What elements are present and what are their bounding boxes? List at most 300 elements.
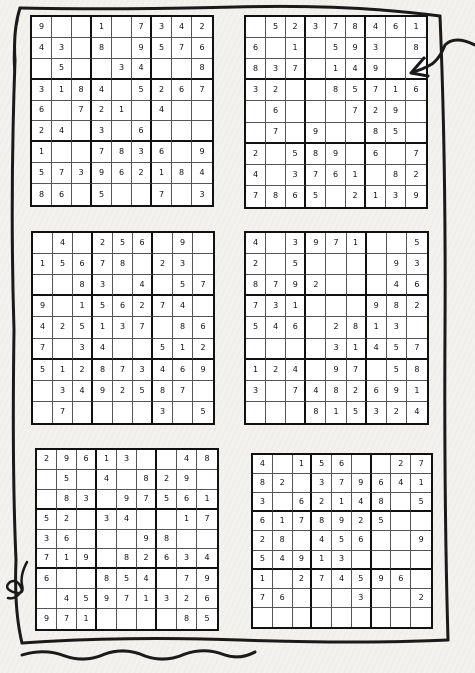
sudoku-cell[interactable]: 8 [387, 296, 407, 317]
sudoku-cell[interactable]: 5 [387, 360, 407, 381]
sudoku-cell[interactable]: 7 [33, 339, 53, 360]
sudoku-cell[interactable]: 9 [77, 549, 97, 569]
sudoku-cell[interactable]: 1 [407, 381, 427, 402]
sudoku-cell[interactable]: 9 [192, 142, 212, 163]
sudoku-cell[interactable]: 6 [246, 38, 266, 59]
sudoku-cell[interactable]: 4 [32, 38, 52, 59]
sudoku-cell[interactable]: 7 [246, 296, 266, 317]
sudoku-cell[interactable]: 3 [113, 317, 133, 338]
sudoku-cell[interactable]: 5 [352, 570, 372, 589]
sudoku-cell[interactable]: 4 [172, 17, 192, 38]
sudoku-cell[interactable]: 1 [286, 296, 306, 317]
sudoku-cell[interactable]: 1 [347, 233, 367, 254]
sudoku-cell[interactable]: 8 [112, 142, 132, 163]
sudoku-cell[interactable]: 6 [407, 275, 427, 296]
sudoku-cell[interactable]: 8 [92, 38, 112, 59]
sudoku-cell[interactable]: 7 [253, 589, 273, 608]
sudoku-cell[interactable]: 5 [387, 339, 407, 360]
sudoku-cell[interactable]: 2 [53, 317, 73, 338]
sudoku-cell[interactable]: 1 [326, 402, 346, 423]
sudoku-cell[interactable]: 7 [197, 510, 217, 530]
sudoku-cell[interactable]: 6 [193, 317, 213, 338]
sudoku-cell[interactable]: 4 [332, 570, 352, 589]
sudoku-cell[interactable]: 4 [352, 493, 372, 512]
sudoku-cell[interactable]: 1 [293, 455, 313, 474]
sudoku-cell[interactable]: 9 [326, 144, 346, 165]
sudoku-cell[interactable]: 7 [132, 17, 152, 38]
sudoku-cell[interactable]: 3 [286, 165, 306, 186]
sudoku-cell[interactable]: 5 [306, 186, 326, 207]
sudoku-cell[interactable]: 3 [117, 450, 137, 470]
sudoku-cell[interactable]: 7 [193, 275, 213, 296]
sudoku-cell[interactable]: 1 [411, 474, 431, 493]
sudoku-cell[interactable]: 9 [33, 296, 53, 317]
sudoku-cell[interactable]: 5 [92, 184, 112, 205]
sudoku-cell[interactable]: 8 [93, 360, 113, 381]
sudoku-cell[interactable]: 5 [33, 360, 53, 381]
sudoku-cell[interactable]: 8 [73, 275, 93, 296]
sudoku-cell[interactable]: 4 [286, 360, 306, 381]
sudoku-cell[interactable]: 9 [306, 233, 326, 254]
sudoku-cell[interactable]: 2 [293, 570, 313, 589]
sudoku-cell[interactable]: 5 [372, 512, 392, 531]
sudoku-cell[interactable]: 3 [387, 317, 407, 338]
sudoku-cell[interactable]: 9 [173, 233, 193, 254]
sudoku-cell[interactable]: 5 [117, 569, 137, 589]
sudoku-cell[interactable]: 6 [177, 490, 197, 510]
sudoku-cell[interactable]: 5 [53, 254, 73, 275]
sudoku-cell[interactable]: 4 [93, 339, 113, 360]
sudoku-cell[interactable]: 1 [386, 80, 406, 101]
sudoku-cell[interactable]: 2 [73, 360, 93, 381]
sudoku-cell[interactable]: 8 [117, 549, 137, 569]
sudoku-cell[interactable]: 4 [33, 317, 53, 338]
sudoku-cell[interactable]: 9 [332, 512, 352, 531]
sudoku-cell[interactable]: 9 [367, 296, 387, 317]
sudoku-cell[interactable]: 5 [411, 493, 431, 512]
sudoku-cell[interactable]: 2 [157, 470, 177, 490]
sudoku-cell[interactable]: 4 [153, 360, 173, 381]
sudoku-cell[interactable]: 5 [152, 38, 172, 59]
sudoku-cell[interactable]: 3 [173, 254, 193, 275]
sudoku-cell[interactable]: 2 [266, 360, 286, 381]
sudoku-cell[interactable]: 4 [346, 59, 366, 80]
sudoku-cell[interactable]: 6 [113, 296, 133, 317]
sudoku-cell[interactable]: 8 [153, 381, 173, 402]
sudoku-cell[interactable]: 7 [92, 142, 112, 163]
sudoku-cell[interactable]: 1 [52, 80, 72, 101]
sudoku-cell[interactable]: 5 [173, 275, 193, 296]
sudoku-cell[interactable]: 1 [93, 317, 113, 338]
sudoku-cell[interactable]: 6 [352, 531, 372, 550]
sudoku-cell[interactable]: 3 [367, 402, 387, 423]
sudoku-cell[interactable]: 9 [413, 191, 419, 201]
sudoku-cell[interactable]: 4 [391, 474, 411, 493]
sudoku-cell[interactable]: 3 [32, 80, 52, 101]
sudoku-cell[interactable]: 5 [57, 470, 77, 490]
sudoku-cell[interactable]: 8 [57, 490, 77, 510]
sudoku-cell[interactable]: 6 [366, 144, 386, 165]
sudoku-cell[interactable]: 5 [332, 531, 352, 550]
sudoku-cell[interactable]: 7 [406, 144, 426, 165]
sudoku-cell[interactable]: 9 [352, 474, 372, 493]
sudoku-cell[interactable]: 8 [407, 360, 427, 381]
sudoku-cell[interactable]: 2 [273, 474, 293, 493]
sudoku-cell[interactable]: 6 [286, 186, 306, 207]
sudoku-cell[interactable]: 2 [32, 121, 52, 142]
sudoku-cell[interactable]: 1 [53, 360, 73, 381]
sudoku-cell[interactable]: 7 [246, 186, 266, 207]
sudoku-cell[interactable]: 4 [133, 275, 153, 296]
sudoku-cell[interactable]: 1 [57, 549, 77, 569]
sudoku-cell[interactable]: 6 [152, 142, 172, 163]
sudoku-cell[interactable]: 3 [37, 530, 57, 550]
sudoku-cell[interactable]: 8 [113, 254, 133, 275]
sudoku-cell[interactable]: 2 [326, 317, 346, 338]
sudoku-cell[interactable]: 1 [33, 254, 53, 275]
sudoku-cell[interactable]: 5 [246, 317, 266, 338]
sudoku-cell[interactable]: 3 [199, 189, 205, 199]
sudoku-cell[interactable]: 4 [414, 407, 420, 417]
sudoku-cell[interactable]: 2 [306, 275, 326, 296]
sudoku-cell[interactable]: 8 [157, 530, 177, 550]
sudoku-cell[interactable]: 4 [177, 450, 197, 470]
sudoku-cell[interactable]: 8 [177, 609, 197, 629]
sudoku-cell[interactable]: 9 [117, 490, 137, 510]
sudoku-cell[interactable]: 7 [266, 123, 286, 144]
sudoku-cell[interactable]: 6 [386, 17, 406, 38]
sudoku-cell[interactable]: 6 [326, 165, 346, 186]
sudoku-cell[interactable]: 3 [77, 490, 97, 510]
sudoku-cell[interactable]: 2 [246, 144, 266, 165]
sudoku-cell[interactable]: 3 [152, 17, 172, 38]
sudoku-cell[interactable]: 6 [273, 589, 293, 608]
sudoku-cell[interactable]: 7 [306, 165, 326, 186]
sudoku-cell[interactable]: 6 [173, 360, 193, 381]
sudoku-cell[interactable]: 8 [306, 144, 326, 165]
sudoku-cell[interactable]: 8 [32, 184, 52, 205]
sudoku-cell[interactable]: 2 [286, 17, 306, 38]
sudoku-cell[interactable]: 2 [93, 233, 113, 254]
sudoku-cell[interactable]: 1 [346, 165, 366, 186]
sudoku-cell[interactable]: 8 [273, 531, 293, 550]
sudoku-cell[interactable]: 7 [286, 59, 306, 80]
sudoku-cell[interactable]: 2 [57, 510, 77, 530]
sudoku-cell[interactable]: 4 [132, 59, 152, 80]
sudoku-cell[interactable]: 7 [411, 455, 431, 474]
sudoku-cell[interactable]: 3 [52, 38, 72, 59]
sudoku-cell[interactable]: 2 [246, 254, 266, 275]
sudoku-cell[interactable]: 2 [352, 512, 372, 531]
sudoku-cell[interactable]: 8 [137, 470, 157, 490]
sudoku-cell[interactable]: 2 [92, 101, 112, 122]
sudoku-cell[interactable]: 9 [193, 360, 213, 381]
sudoku-cell[interactable]: 2 [366, 101, 386, 122]
sudoku-cell[interactable]: 9 [37, 609, 57, 629]
sudoku-cell[interactable]: 7 [153, 296, 173, 317]
sudoku-cell[interactable]: 3 [253, 493, 273, 512]
sudoku-cell[interactable]: 9 [386, 101, 406, 122]
sudoku-cell[interactable]: 9 [387, 381, 407, 402]
sudoku-cell[interactable]: 1 [112, 101, 132, 122]
sudoku-cell[interactable]: 2 [347, 381, 367, 402]
sudoku-cell[interactable]: 7 [177, 569, 197, 589]
sudoku-cell[interactable]: 3 [332, 551, 352, 570]
sudoku-cell[interactable]: 9 [387, 254, 407, 275]
sudoku-cell[interactable]: 7 [347, 360, 367, 381]
sudoku-cell[interactable]: 6 [73, 254, 93, 275]
sudoku-cell[interactable]: 3 [53, 381, 73, 402]
sudoku-cell[interactable]: 2 [346, 186, 366, 207]
sudoku-cell[interactable]: 4 [312, 531, 332, 550]
sudoku-cell[interactable]: 4 [246, 233, 266, 254]
sudoku-cell[interactable]: 8 [346, 17, 366, 38]
sudoku-cell[interactable]: 2 [113, 381, 133, 402]
sudoku-cell[interactable]: 6 [157, 549, 177, 569]
sudoku-cell[interactable]: 2 [387, 402, 407, 423]
sudoku-cell[interactable]: 1 [326, 59, 346, 80]
sudoku-cell[interactable]: 9 [286, 275, 306, 296]
sudoku-cell[interactable]: 6 [332, 455, 352, 474]
sudoku-cell[interactable]: 7 [312, 570, 332, 589]
sudoku-cell[interactable]: 9 [293, 551, 313, 570]
sudoku-cell[interactable]: 7 [137, 490, 157, 510]
sudoku-cell[interactable]: 6 [32, 101, 52, 122]
sudoku-cell[interactable]: 4 [137, 569, 157, 589]
sudoku-cell[interactable]: 5 [253, 551, 273, 570]
sudoku-cell[interactable]: 5 [286, 144, 306, 165]
sudoku-cell[interactable]: 6 [293, 493, 313, 512]
sudoku-cell[interactable]: 7 [407, 339, 427, 360]
sudoku-cell[interactable]: 3 [73, 339, 93, 360]
sudoku-cell[interactable]: 5 [266, 17, 286, 38]
sudoku-cell[interactable]: 5 [32, 163, 52, 184]
sudoku-cell[interactable]: 5 [326, 38, 346, 59]
sudoku-cell[interactable]: 6 [57, 530, 77, 550]
sudoku-cell[interactable]: 1 [273, 512, 293, 531]
sudoku-cell[interactable]: 5 [347, 402, 367, 423]
sudoku-cell[interactable]: 1 [197, 490, 217, 510]
sudoku-cell[interactable]: 9 [372, 570, 392, 589]
sudoku-cell[interactable]: 7 [173, 381, 193, 402]
sudoku-cell[interactable]: 9 [177, 470, 197, 490]
sudoku-cell[interactable]: 5 [153, 339, 173, 360]
sudoku-cell[interactable]: 3 [306, 17, 326, 38]
sudoku-cell[interactable]: 5 [346, 80, 366, 101]
sudoku-cell[interactable]: 4 [246, 165, 266, 186]
sudoku-cell[interactable]: 7 [293, 512, 313, 531]
sudoku-cell[interactable]: 3 [133, 360, 153, 381]
sudoku-cell[interactable]: 7 [346, 101, 366, 122]
sudoku-cell[interactable]: 6 [52, 184, 72, 205]
sudoku-cell[interactable]: 6 [372, 474, 392, 493]
sudoku-cell[interactable]: 5 [113, 233, 133, 254]
sudoku-cell[interactable]: 3 [92, 121, 112, 142]
sudoku-cell[interactable]: 9 [326, 360, 346, 381]
sudoku-cell[interactable]: 9 [306, 123, 326, 144]
sudoku-cell[interactable]: 3 [177, 549, 197, 569]
sudoku-cell[interactable]: 3 [286, 233, 306, 254]
sudoku-cell[interactable]: 5 [407, 233, 427, 254]
sudoku-cell[interactable]: 8 [97, 569, 117, 589]
sudoku-cell[interactable]: 6 [192, 38, 212, 59]
sudoku-cell[interactable]: 4 [192, 163, 212, 184]
sudoku-cell[interactable]: 2 [137, 549, 157, 569]
sudoku-cell[interactable]: 2 [193, 339, 213, 360]
sudoku-cell[interactable]: 1 [366, 186, 386, 207]
sudoku-cell[interactable]: 4 [197, 549, 217, 569]
sudoku-cell[interactable]: 8 [312, 512, 332, 531]
sudoku-cell[interactable]: 2 [133, 296, 153, 317]
sudoku-cell[interactable]: 9 [92, 163, 112, 184]
sudoku-cell[interactable]: 4 [366, 17, 386, 38]
sudoku-cell[interactable]: 4 [306, 381, 326, 402]
sudoku-cell[interactable]: 9 [93, 381, 113, 402]
sudoku-cell[interactable]: 1 [97, 450, 117, 470]
sudoku-cell[interactable]: 8 [366, 123, 386, 144]
sudoku-cell[interactable]: 2 [406, 165, 426, 186]
sudoku-cell[interactable]: 3 [132, 142, 152, 163]
sudoku-cell[interactable]: 9 [132, 38, 152, 59]
sudoku-cell[interactable]: 4 [97, 470, 117, 490]
sudoku-cell[interactable]: 4 [152, 101, 172, 122]
sudoku-cell[interactable]: 9 [97, 589, 117, 609]
sudoku-cell[interactable]: 6 [406, 80, 426, 101]
sudoku-cell[interactable]: 1 [173, 339, 193, 360]
sudoku-cell[interactable]: 5 [52, 59, 72, 80]
sudoku-cell[interactable]: 3 [97, 510, 117, 530]
sudoku-cell[interactable]: 6 [253, 512, 273, 531]
sudoku-cell[interactable]: 2 [132, 163, 152, 184]
sudoku-cell[interactable]: 6 [77, 450, 97, 470]
sudoku-cell[interactable]: 2 [391, 455, 411, 474]
sudoku-cell[interactable]: 4 [73, 381, 93, 402]
sudoku-cell[interactable]: 2 [152, 80, 172, 101]
sudoku-cell[interactable]: 5 [93, 296, 113, 317]
sudoku-cell[interactable]: 3 [266, 296, 286, 317]
sudoku-cell[interactable]: 2 [153, 254, 173, 275]
sudoku-cell[interactable]: 4 [253, 455, 273, 474]
sudoku-cell[interactable]: 5 [37, 510, 57, 530]
sudoku-cell[interactable]: 1 [246, 360, 266, 381]
sudoku-cell[interactable]: 9 [137, 530, 157, 550]
sudoku-cell[interactable]: 1 [32, 142, 52, 163]
sudoku-cell[interactable]: 8 [253, 474, 273, 493]
sudoku-cell[interactable]: 6 [286, 317, 306, 338]
sudoku-cell[interactable]: 4 [367, 339, 387, 360]
sudoku-cell[interactable]: 2 [253, 531, 273, 550]
sudoku-cell[interactable]: 7 [326, 233, 346, 254]
sudoku-cell[interactable]: 6 [37, 569, 57, 589]
sudoku-cell[interactable]: 7 [37, 549, 57, 569]
sudoku-cell[interactable]: 7 [286, 381, 306, 402]
sudoku-cell[interactable]: 7 [266, 275, 286, 296]
sudoku-cell[interactable]: 1 [312, 551, 332, 570]
sudoku-cell[interactable]: 5 [133, 381, 153, 402]
sudoku-cell[interactable]: 1 [152, 163, 172, 184]
sudoku-cell[interactable]: 7 [192, 80, 212, 101]
sudoku-cell[interactable]: 5 [386, 123, 406, 144]
sudoku-cell[interactable]: 4 [52, 121, 72, 142]
sudoku-cell[interactable]: 1 [77, 609, 97, 629]
sudoku-cell[interactable]: 5 [312, 455, 332, 474]
sudoku-cell[interactable]: 1 [92, 17, 112, 38]
sudoku-cell[interactable]: 8 [246, 275, 266, 296]
sudoku-cell[interactable]: 9 [366, 59, 386, 80]
sudoku-cell[interactable]: 1 [137, 589, 157, 609]
sudoku-cell[interactable]: 4 [173, 296, 193, 317]
sudoku-cell[interactable]: 2 [411, 589, 431, 608]
sudoku-cell[interactable]: 8 [347, 317, 367, 338]
sudoku-cell[interactable]: 3 [72, 163, 92, 184]
sudoku-cell[interactable]: 6 [367, 381, 387, 402]
sudoku-cell[interactable]: 1 [253, 570, 273, 589]
sudoku-cell[interactable]: 8 [372, 493, 392, 512]
sudoku-cell[interactable]: 7 [53, 402, 73, 423]
sudoku-cell[interactable]: 1 [332, 493, 352, 512]
sudoku-cell[interactable]: 7 [52, 163, 72, 184]
sudoku-cell[interactable]: 7 [113, 360, 133, 381]
sudoku-cell[interactable]: 4 [387, 275, 407, 296]
sudoku-cell[interactable]: 7 [117, 589, 137, 609]
sudoku-cell[interactable]: 8 [326, 381, 346, 402]
sudoku-cell[interactable]: 8 [172, 163, 192, 184]
sudoku-cell[interactable]: 9 [411, 531, 431, 550]
sudoku-cell[interactable]: 8 [406, 38, 426, 59]
sudoku-cell[interactable]: 3 [407, 254, 427, 275]
sudoku-cell[interactable]: 7 [172, 38, 192, 59]
sudoku-cell[interactable]: 4 [117, 510, 137, 530]
sudoku-cell[interactable]: 5 [200, 407, 206, 417]
sudoku-cell[interactable]: 9 [346, 38, 366, 59]
sudoku-cell[interactable]: 8 [266, 186, 286, 207]
sudoku-cell[interactable]: 7 [93, 254, 113, 275]
sudoku-cell[interactable]: 2 [37, 450, 57, 470]
sudoku-cell[interactable]: 1 [367, 317, 387, 338]
sudoku-cell[interactable]: 1 [347, 339, 367, 360]
sudoku-cell[interactable]: 7 [326, 17, 346, 38]
sudoku-cell[interactable]: 8 [72, 80, 92, 101]
sudoku-cell[interactable]: 6 [133, 233, 153, 254]
sudoku-cell[interactable]: 5 [157, 490, 177, 510]
sudoku-cell[interactable]: 5 [286, 254, 306, 275]
sudoku-cell[interactable]: 6 [132, 121, 152, 142]
sudoku-cell[interactable]: 1 [177, 510, 197, 530]
sudoku-cell[interactable]: 6 [266, 101, 286, 122]
sudoku-cell[interactable]: 5 [73, 317, 93, 338]
sudoku-cell[interactable]: 7 [57, 609, 77, 629]
sudoku-cell[interactable]: 3 [246, 381, 266, 402]
sudoku-cell[interactable]: 3 [326, 339, 346, 360]
sudoku-cell[interactable]: 4 [92, 80, 112, 101]
sudoku-cell[interactable]: 6 [172, 80, 192, 101]
sudoku-cell[interactable]: 9 [197, 569, 217, 589]
sudoku-cell[interactable]: 2 [177, 589, 197, 609]
sudoku-cell[interactable]: 3 [352, 589, 372, 608]
sudoku-cell[interactable]: 2 [407, 296, 427, 317]
sudoku-cell[interactable]: 8 [386, 165, 406, 186]
sudoku-cell[interactable]: 3 [366, 38, 386, 59]
sudoku-cell[interactable]: 8 [246, 59, 266, 80]
sudoku-cell[interactable]: 3 [93, 275, 113, 296]
sudoku-cell[interactable]: 3 [157, 589, 177, 609]
sudoku-cell[interactable]: 3 [112, 59, 132, 80]
sudoku-cell[interactable]: 3 [312, 474, 332, 493]
sudoku-cell[interactable]: 7 [133, 317, 153, 338]
sudoku-cell[interactable]: 4 [53, 233, 73, 254]
sudoku-cell[interactable]: 8 [192, 59, 212, 80]
sudoku-cell[interactable]: 6 [112, 163, 132, 184]
